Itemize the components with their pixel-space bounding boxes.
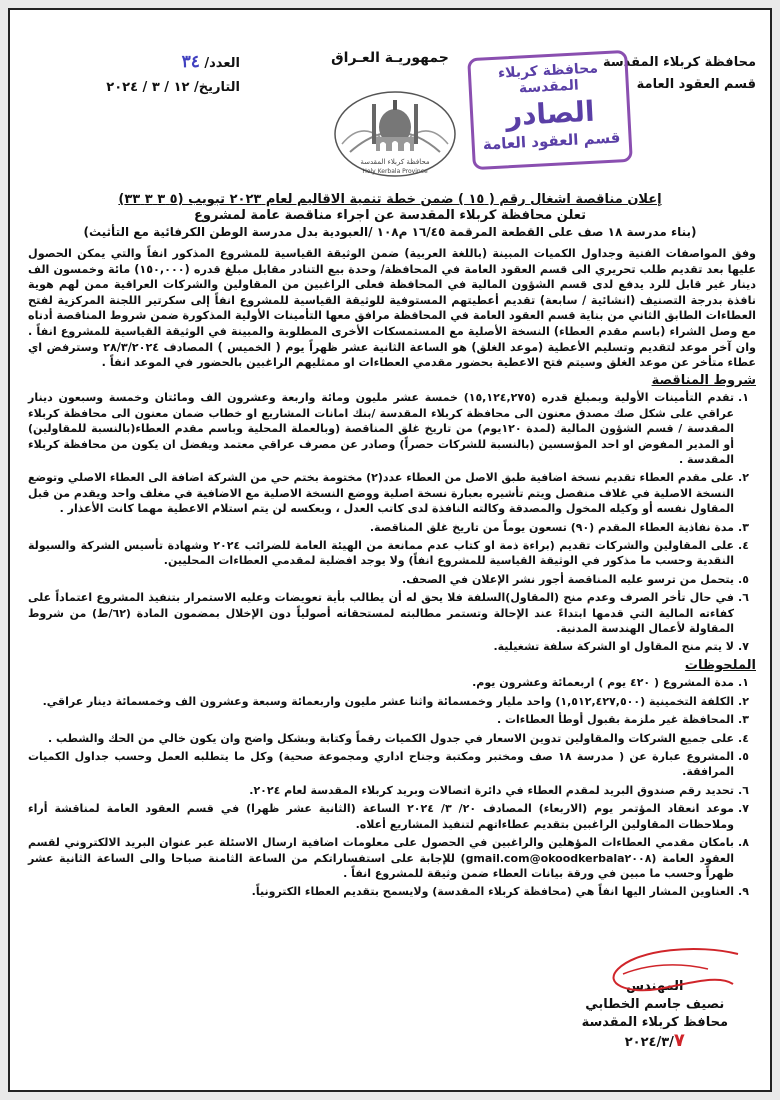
list-item: ٥. يتحمل من ترسو عليه المناقصة أجور نشر الإعلان في الصحف.	[402, 572, 749, 586]
list-item: ٧. موعد انعقاد المؤتمر يوم (الاربعاء) المصادف ٢٠/ ٣/ ٢٠٢٤ الساعة (الثانية عشر ظهرا) في قسم العقود العامة لمناقشة أراء وملاحظات المقاولين الراغبين بتقديم عطاءاتهم لتنفيذ المشاريع أعلاه.	[28, 802, 749, 831]
stamp-line-1: محافظة كربلاء المقدسة	[497, 60, 599, 97]
reference-number-line	[70, 50, 240, 76]
list-item: ٤. على جميع الشركات والمقاولين تدوين الاسعار في جدول الكميات رقماً وكتابة وبشكل واضح وان يكون خالي من الحك والشطب .	[48, 731, 749, 745]
republic-name: جمهوريـة العـراق	[331, 50, 449, 66]
issuer-department: قسم العقود العامة	[636, 77, 756, 92]
list-item: ٨. بامكان مقدمي العطاءات المؤهلين والراغبين في الحصول على معلومات اضافية ارسال الاسئلة عبر عنوان البريد الالكتروني لقسم العقود العامة (okoodkerbala٢٠٠٨@gmail.com) للإجابة على استفساراتكم من الساعة الثامنة صباحا والى الساعة الثانية عشر ظهراً وحسب ما مبين في ورقة بيانات العطاء ضمن وثيقة للمشروع انفاً .	[28, 836, 749, 880]
purple-stamp	[467, 50, 633, 170]
stamp-line-2: الصادر	[505, 94, 596, 133]
signature-date-handwritten: ٧	[673, 1030, 685, 1051]
province-logo	[320, 82, 470, 182]
date-label: التاريخ/	[193, 80, 240, 95]
conditions-list	[28, 390, 756, 655]
document-page	[8, 8, 772, 1092]
list-item: ٢. على مقدم العطاء تقديم نسخة اضافية طبق الاصل من العطاء عدد(٢) مختومة بختم حي من الشركة اضافة الى العطاء الاصلي وتوضع النسخة الاصلية في غلاف منفصل ويتم تأشيره بعبارة نسخة اصلية ووضع النسخة الاصلية مع الاضافية في مغلف واحد ويقدم من قبل المقاول نفسه أو وكيله المخول والمصدقة وكالته النافذة لدى كاتب العدل ، وبعكسه لن يتم استلام الاعطية مهما كانت الأعذار .	[28, 471, 749, 516]
signatory-name: نصيف جاسم الخطابي	[585, 997, 725, 1012]
list-item: ١. مدة المشروع ( ٤٢٠ يوم ) اربعمائة وعشرون يوم.	[472, 676, 749, 690]
notes-heading: الملحوظات	[684, 657, 756, 673]
logo-caption-en: Holy Kerbala Province	[362, 168, 428, 175]
list-item: ٣. المحافظة غير ملزمة بقبول أوطأ العطاءات .	[496, 713, 749, 727]
conditions-heading: شروط المناقصة	[651, 372, 756, 388]
tender-title-line-2: تعلن محافظة كربلاء المقدسة عن اجراء مناقصة عامة لمشروع	[193, 208, 587, 223]
reference-date-line	[70, 76, 240, 100]
tender-title	[30, 192, 750, 240]
stamp-line-3: قسم العقود العامة	[482, 128, 621, 154]
list-item: ٥. المشروع عبارة عن ( مدرسة ١٨ صف ومختبر ومكتبة وجناح اداري ومجموعة صحية) وكل ما يتطلبه العمل وحسب جداول الكميات المرافقة.	[28, 750, 749, 779]
signature-block	[582, 978, 728, 1052]
number-value: ٣٤	[181, 52, 200, 72]
tender-title-line-1: إعلان مناقصة اشغال رقم ( ١٥ ) ضمن خطة تنمية الاقاليم لعام ٢٠٢٣ تبويب (٥ ٣ ٣ ٣٣)	[118, 192, 662, 207]
notes-list	[28, 675, 756, 899]
list-item: ٦. تحديد رقم صندوق البريد لمقدم العطاء في دائرة اتصالات وبريد كربلاء المقدسة لعام ٢٠٢٤.	[249, 783, 749, 797]
signatory-position: محافظ كربلاء المقدسة	[581, 1015, 728, 1030]
list-item: ١. تقدم التأمينات الأولية وبمبلغ قدره (١٥,١٢٤,٢٧٥) خمسة عشر مليون ومائة واربعة وعشرون الف ومائتان وخمسة وسبعون دينار عراقي على شكل صك مصدق معنون الى محافظة كربلاء المقدسة /بنك امانات المشاريع او خطاب ضمان معنون الى محافظة كربلاء المقدسة / قسم الشؤون المالية (لمدة ١٢٠يوم) من تاريخ غلق المناقصة (وبالعملة المحلية وباسم مقدم العطاء(بالنسبة للمقاولين) أو المدير المفوض او احد المؤسسين (بالنسبة للشركات حصراً) وصادر عن مصرف عراقي معتمد ويفضل ان يكون من محافظة كربلاء المقدسة .	[28, 391, 749, 466]
issuer-governorate: محافظة كربلاء المقدسة	[602, 55, 756, 70]
list-item: ٤. على المقاولين والشركات تقديم (براءة ذمة او كتاب عدم ممانعة من الهيئة العامة للضرائب ٢٠٢٤ وشهادة تأسيس الشركة والسيولة النقدية وحسب ما مذكور في الوثيقة القياسية للمشروع انفاً) ولا يوجد افضلية لمقدمي العطاءات المحليين.	[28, 539, 749, 568]
list-item: ٩. العناوين المشار اليها انفاً هي (محافظة كربلاء المقدسة) ولايسمح بتقديم العطاء الكترونياً.	[251, 885, 749, 899]
list-item: ٣. مدة نفاذية العطاء المقدم (٩٠) تسعون يوماً من تاريخ غلق المناقصة.	[369, 520, 749, 534]
shrine-logo-icon	[320, 82, 470, 182]
date-value: ١٢ / ٣ / ٢٠٢٤	[106, 80, 190, 95]
signature-date: ٢٠٢٤/٣/٧	[624, 1030, 685, 1051]
intro-paragraph: وفق المواصفات الفنية وجداول الكميات المبينة (باللغة العربية) ضمن الوثيقة القياسية للمشروع المذكور انفاً والتي يمكن الحصول عليها بعد تقديم طلب تحريري الى قسم العقود العامة في المحافظة/ وحدة بيع التنادر مقابل مبلغ قدره (١٥٠,٠٠٠) مائة وخمسون الف دينار غير قابل للرد يدفع لدى قسم الشؤون المالية في المحافظة فعلى الراغبين من المقاولين والشركات العراقية ممن لهم هوية نافذة بدرجة التصنيف (انشائية / سابعة) تقديم أعطيتهم المستوفية للوثيقة القياسية للمشروع انفاً إلى سكرتير اللجنة المركزية لفتح العطاءات الطابق الثاني من بناية قسم العقود العامة في المحافظة مرافق معها التأمينات الأولية المذكورة ضمن شروط المناقصة أدناه مع وصل الشراء (باسم مقدم العطاء) النسخة الأصلية مع المستمسكات الأخرى المطلوبة والمبينة في الوثيقة القياسية للمشروع انفاً . وان آخر موعد لتقديم وتسليم الأعطية (موعد الغلق) هو الساعة الثانية عشر ظهراً يوم ( الخميس ) المصادف ٢٨/٣/٢٠٢٤ وسترفض اي عطاء متأخر عن موعد الغلق وسيتم فتح الاعطية بحضور مقدمي العطاءات او ممثليهم الراغبين بالحضور في الموعد انفاً .	[28, 247, 756, 370]
reference-block	[70, 50, 240, 100]
handwritten-signature-icon	[598, 944, 748, 1004]
signatory-title: المهندس	[626, 979, 684, 994]
document-body	[28, 246, 756, 903]
list-item: ٧. لا يتم منح المقاول او الشركة سلفة تشغيلية.	[493, 640, 749, 654]
list-item: ٢. الكلفة التخمينية (١,٥١٢,٤٢٧,٥٠٠) واحد مليار وخمسمائة واثنا عشر مليون واربعمائة وسبعة وعشرون الف وخمسمائة دينار عراقي.	[42, 694, 749, 708]
logo-caption-ar: محافظة كربلاء المقدسة	[360, 158, 430, 166]
list-item: ٦. في حال تأخر الصرف وعدم منح (المقاول)السلفة فلا يحق له أن يطالب بأية تعويضات وعليه الاستمرار بتنفيذ المشروع اعتماداً على كفاءته المالية التي قدمها ابتداءً عند الإحالة وتستمر مطالبته لمستحقاته أصولياً دون الإخلال بمضمون المادة (٦٢/ط) من شروط المقاولة لأعمال الهندسة المدنية.	[28, 591, 749, 636]
tender-title-line-3: (بناء مدرسة ١٨ صف على القطعة المرقمة ١٦/٤٥ م١٠٨ /العبودية بدل مدرسة الوطن الكرفائية مع التأثيث)	[83, 225, 697, 239]
number-label: العدد/	[204, 56, 240, 71]
